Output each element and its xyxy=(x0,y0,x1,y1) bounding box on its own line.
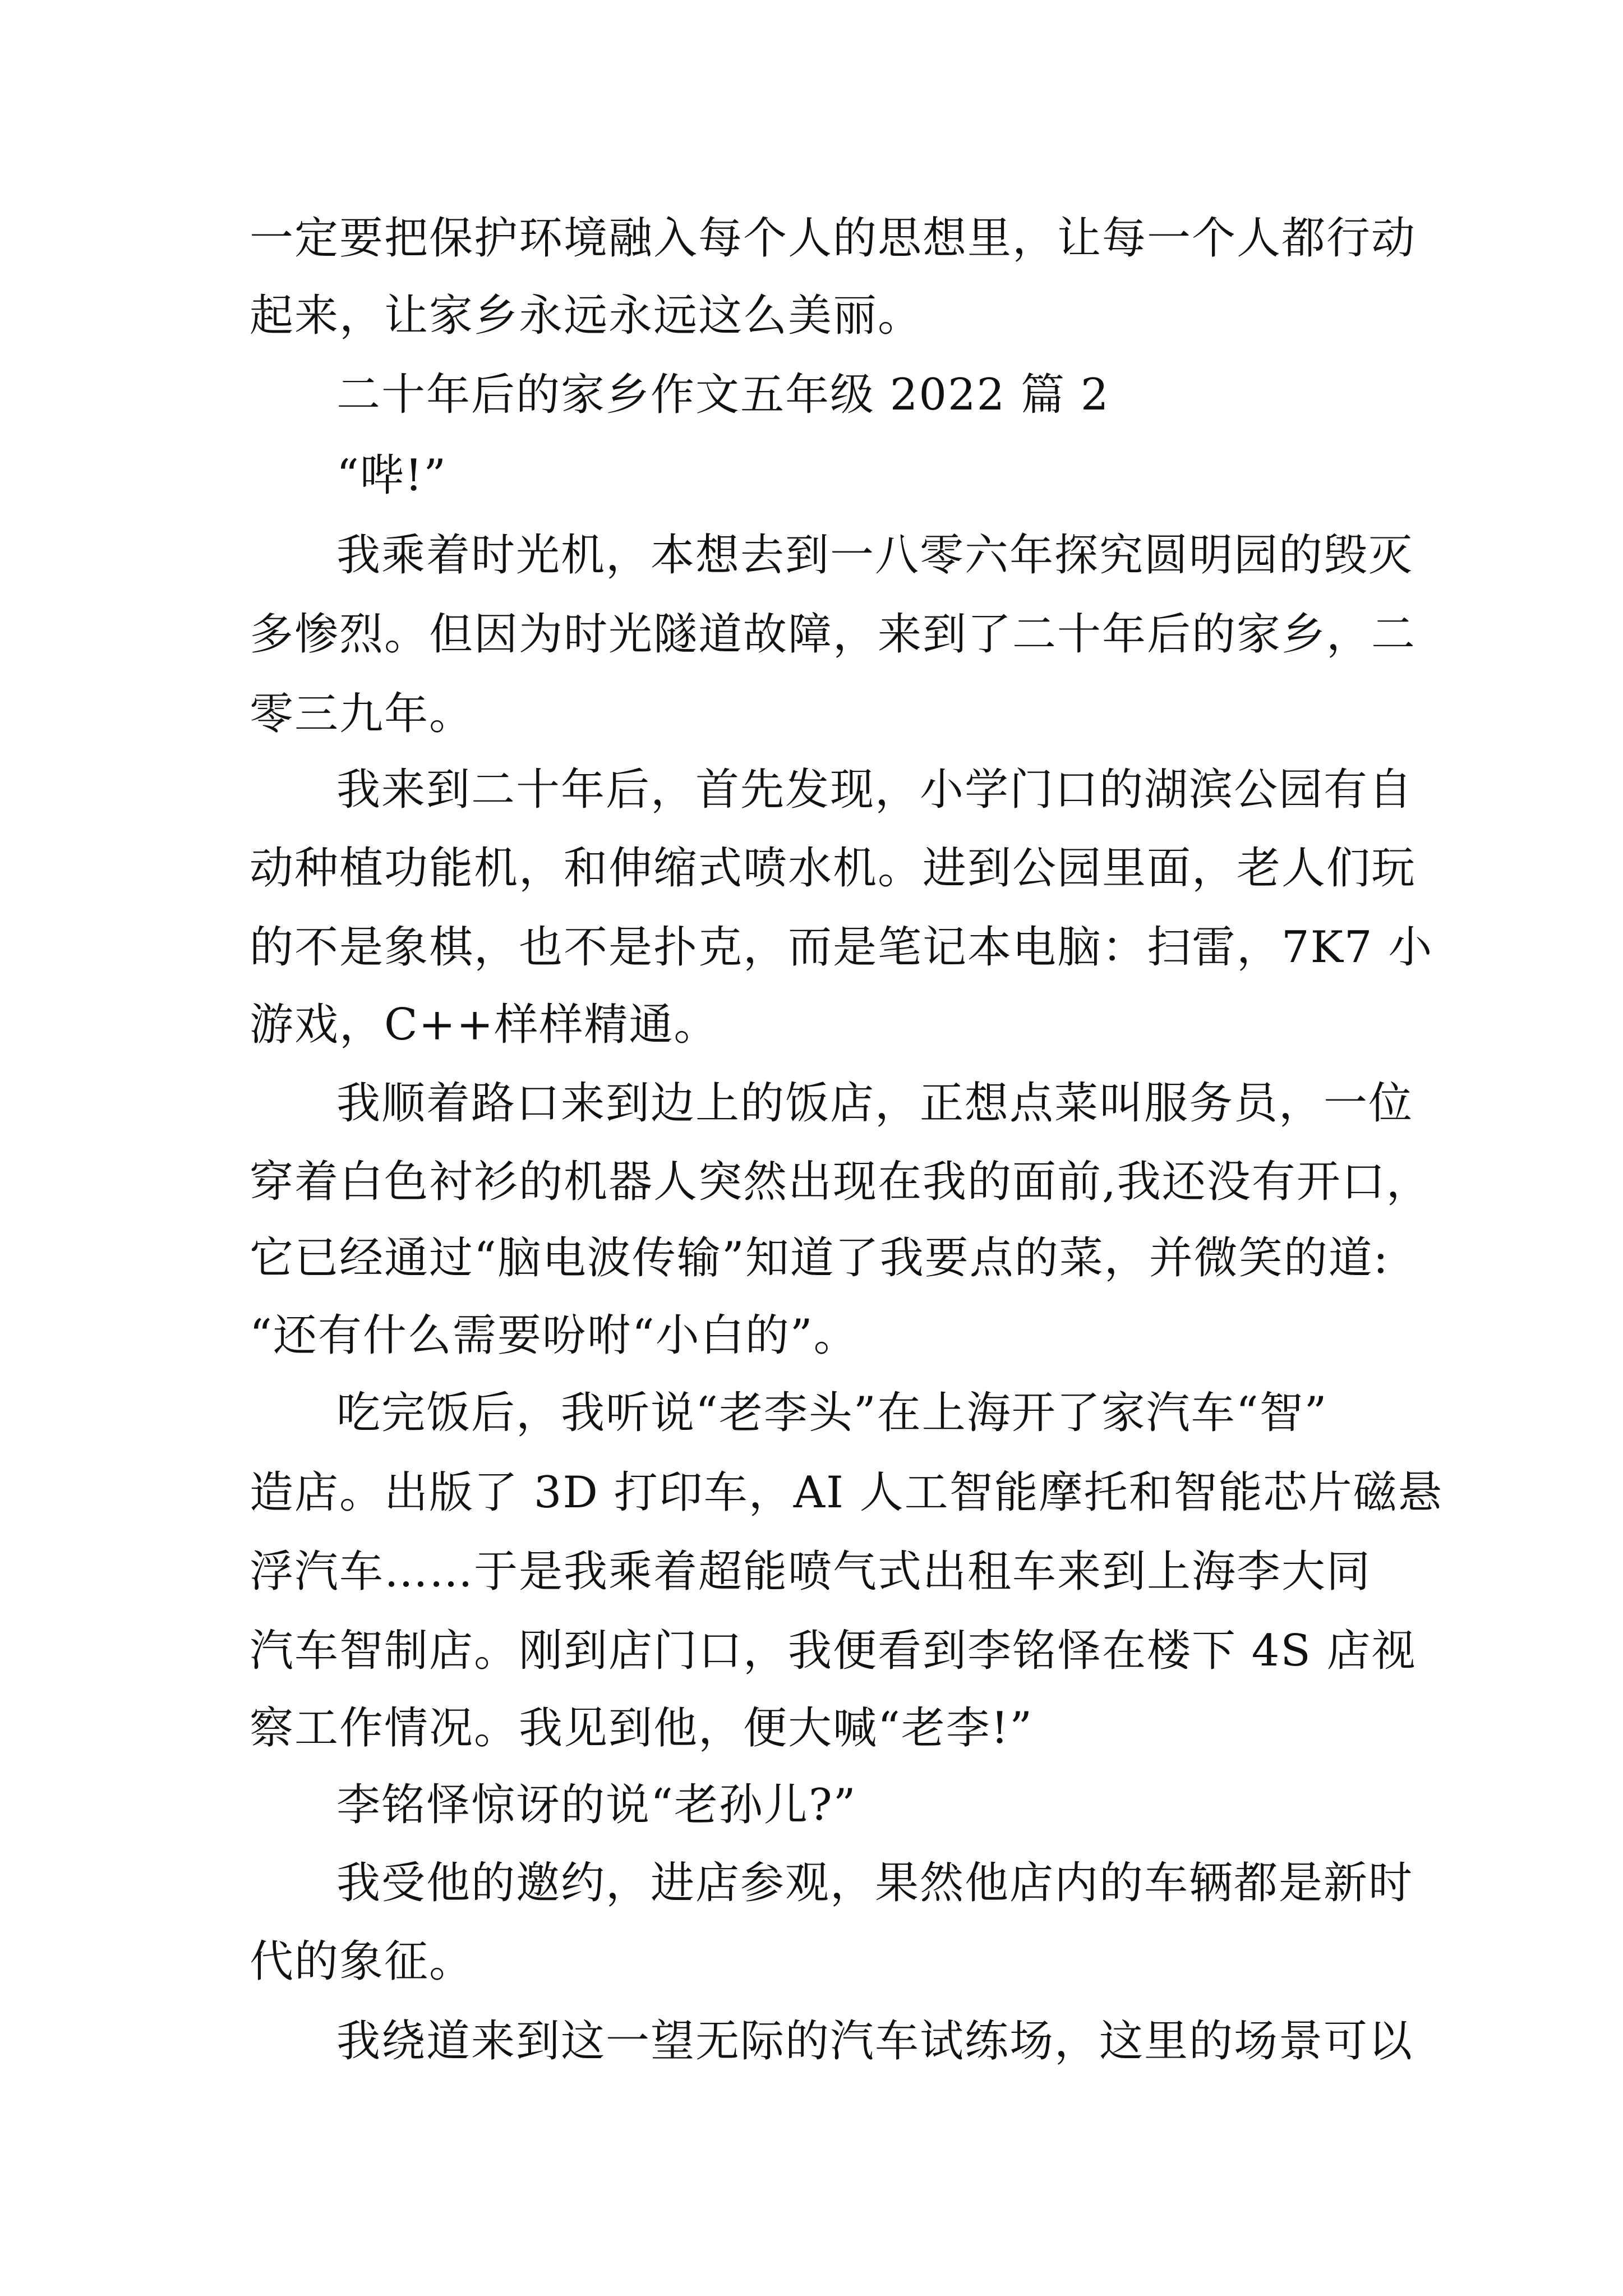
text-line: “还有什么需要吩咐“小白的”。 xyxy=(250,1310,859,1361)
text-line: 我受他的邀约，进店参观，果然他店内的车辆都是新时 xyxy=(336,1858,1414,1908)
text-line: 代的象征。 xyxy=(250,1936,474,1987)
text-line: 多惨烈。但因为时光隧道故障，来到了二十年后的家乡，二 xyxy=(250,609,1417,660)
text-line: 李铭怿惊讶的说“老孙儿?” xyxy=(336,1780,857,1830)
text-line: 起来，让家乡永远永远这么美丽。 xyxy=(250,291,923,341)
text-line: 吃完饭后，我听说“老李头”在上海开了家汽车“智” xyxy=(336,1388,1328,1438)
text-line: 动种植功能机，和伸缩式喷水机。进到公园里面，老人们玩 xyxy=(250,843,1417,894)
text-line: 我乘着时光机，本想去到一八零六年探究圆明园的毁灭 xyxy=(336,530,1414,581)
text-line: 造店。出版了 3D 打印车，AI 人工智能摩托和智能芯片磁悬 xyxy=(250,1467,1443,1518)
text-line: 察工作情况。我见到他，便大喊“老李!” xyxy=(250,1703,1034,1754)
text-line: 零三九年。 xyxy=(250,689,474,739)
text-line: 它已经通过“脑电波传输”知道了我要点的菜，并微笑的道: xyxy=(250,1233,1390,1283)
text-line: 游戏，C++样样精通。 xyxy=(250,1000,719,1050)
section-heading: 二十年后的家乡作文五年级 2022 篇 2 xyxy=(336,370,1110,420)
text-line: 穿着白色衬衫的机器人突然出现在我的面前,我还没有开口， xyxy=(250,1157,1431,1207)
text-line: 我顺着路口来到边上的饭店，正想点菜叫服务员，一位 xyxy=(336,1078,1414,1129)
text-line: 的不是象棋，也不是扑克，而是笔记本电脑：扫雷，7K7 小 xyxy=(250,922,1433,973)
text-line: 我来到二十年后，首先发现，小学门口的湖滨公园有自 xyxy=(336,765,1414,815)
text-line: 一定要把保护环境融入每个人的思想里，让每一个人都行动 xyxy=(250,213,1417,264)
text-line: 我绕道来到这一望无际的汽车试练场，这里的场景可以 xyxy=(336,2016,1414,2067)
text-line: 浮汽车……于是我乘着超能喷气式出租车来到上海李大同 xyxy=(250,1547,1372,1597)
text-line: “哔!” xyxy=(336,450,448,501)
text-line: 汽车智制店。刚到店门口，我便看到李铭怿在楼下 4S 店视 xyxy=(250,1626,1417,1676)
